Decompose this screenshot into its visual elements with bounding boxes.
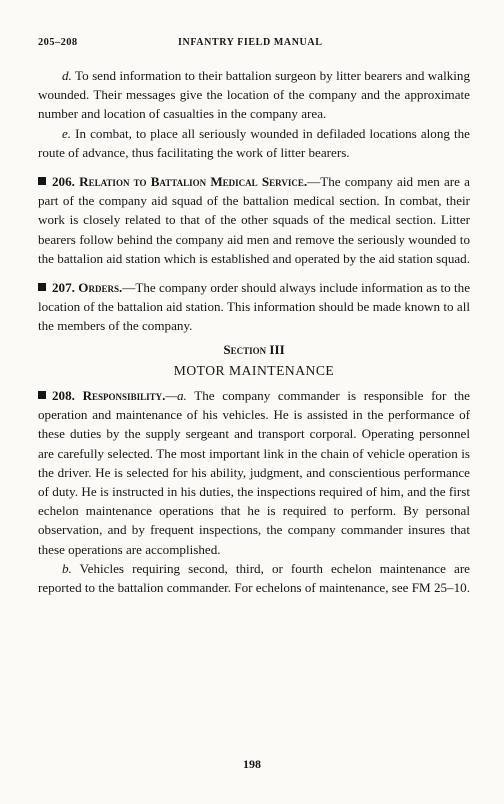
square-bullet-icon bbox=[38, 283, 46, 291]
subparagraph-text: Vehicles requiring second, third, or fourth echelon maintenance are reported to the battalion commander. For echelons of maintenance, see FM 25–10. bbox=[38, 560, 470, 596]
subparagraph-text: To send information to their battalion surgeon by litter bearers and walking wounded. Their messages give the location of the company and the approximate number and location of casualties in the company area. bbox=[38, 68, 470, 122]
paragraph-text: The company commander is responsible for the operation and maintenance of his vehicles. He is assisted in the performance of these duties by the supply sergeant and transport corporal. Operating personnel are carefully selected. The most important link in the chain of vehicle operation is the driver. He is selected for his ability, judgment, and conscientious performance of duty. He is instructed in his duties, the inspections required of him, and the first echelon maintenance operations that he is required to perform. By personal observation, and by frequent inspections, the company commander insures that these operations are accomplished. bbox=[38, 388, 470, 557]
paragraph-text: —The company order should always include information as to the location of the battalion aid station. This information should be made known to all the members of the company. bbox=[38, 280, 470, 334]
manual-title: INFANTRY FIELD MANUAL bbox=[178, 37, 323, 48]
subparagraph-b bbox=[38, 559, 470, 597]
subparagraph-text: In combat, to place all seriously wounded in defiladed locations along the route of advance, thus facilitating the work of litter bearers. bbox=[38, 125, 470, 160]
paragraph-number: 206. bbox=[52, 174, 75, 190]
subparagraph-label: —a. bbox=[165, 388, 187, 404]
page-body bbox=[38, 66, 470, 597]
running-header bbox=[38, 37, 470, 53]
subparagraph-e bbox=[38, 124, 470, 162]
paragraph-207 bbox=[38, 278, 470, 336]
square-bullet-icon bbox=[38, 177, 46, 185]
paragraph-text: —The company aid men are a part of the company aid squad of the battalion medical section. In combat, their work is closely related to that of the other squads of the medical section. Litter bearers follow behind the company aid men and remove the seriously wounded to the battalion aid station which is established and operated by the aid station squad. bbox=[38, 174, 470, 266]
subparagraph-label: d. bbox=[62, 68, 72, 83]
paragraph-206 bbox=[38, 172, 470, 268]
paragraph-number: 208. bbox=[52, 388, 75, 404]
subparagraph-d bbox=[38, 66, 470, 124]
paragraph-208 bbox=[38, 386, 470, 559]
section-title: MOTOR MAINTENANCE bbox=[173, 362, 335, 378]
paragraph-heading: Orders. bbox=[78, 280, 123, 296]
subparagraph-label: b. bbox=[62, 560, 72, 576]
page-number: 198 bbox=[243, 757, 261, 771]
square-bullet-icon bbox=[38, 391, 46, 399]
section-label: Section III bbox=[223, 341, 285, 357]
paragraph-heading: Relation to Battalion Medical Service. bbox=[79, 174, 308, 190]
paragraph-range: 205–208 bbox=[38, 37, 78, 48]
subparagraph-label: e. bbox=[62, 125, 72, 141]
paragraph-number: 207. bbox=[52, 280, 75, 296]
paragraph-heading: Responsibility. bbox=[82, 388, 166, 404]
